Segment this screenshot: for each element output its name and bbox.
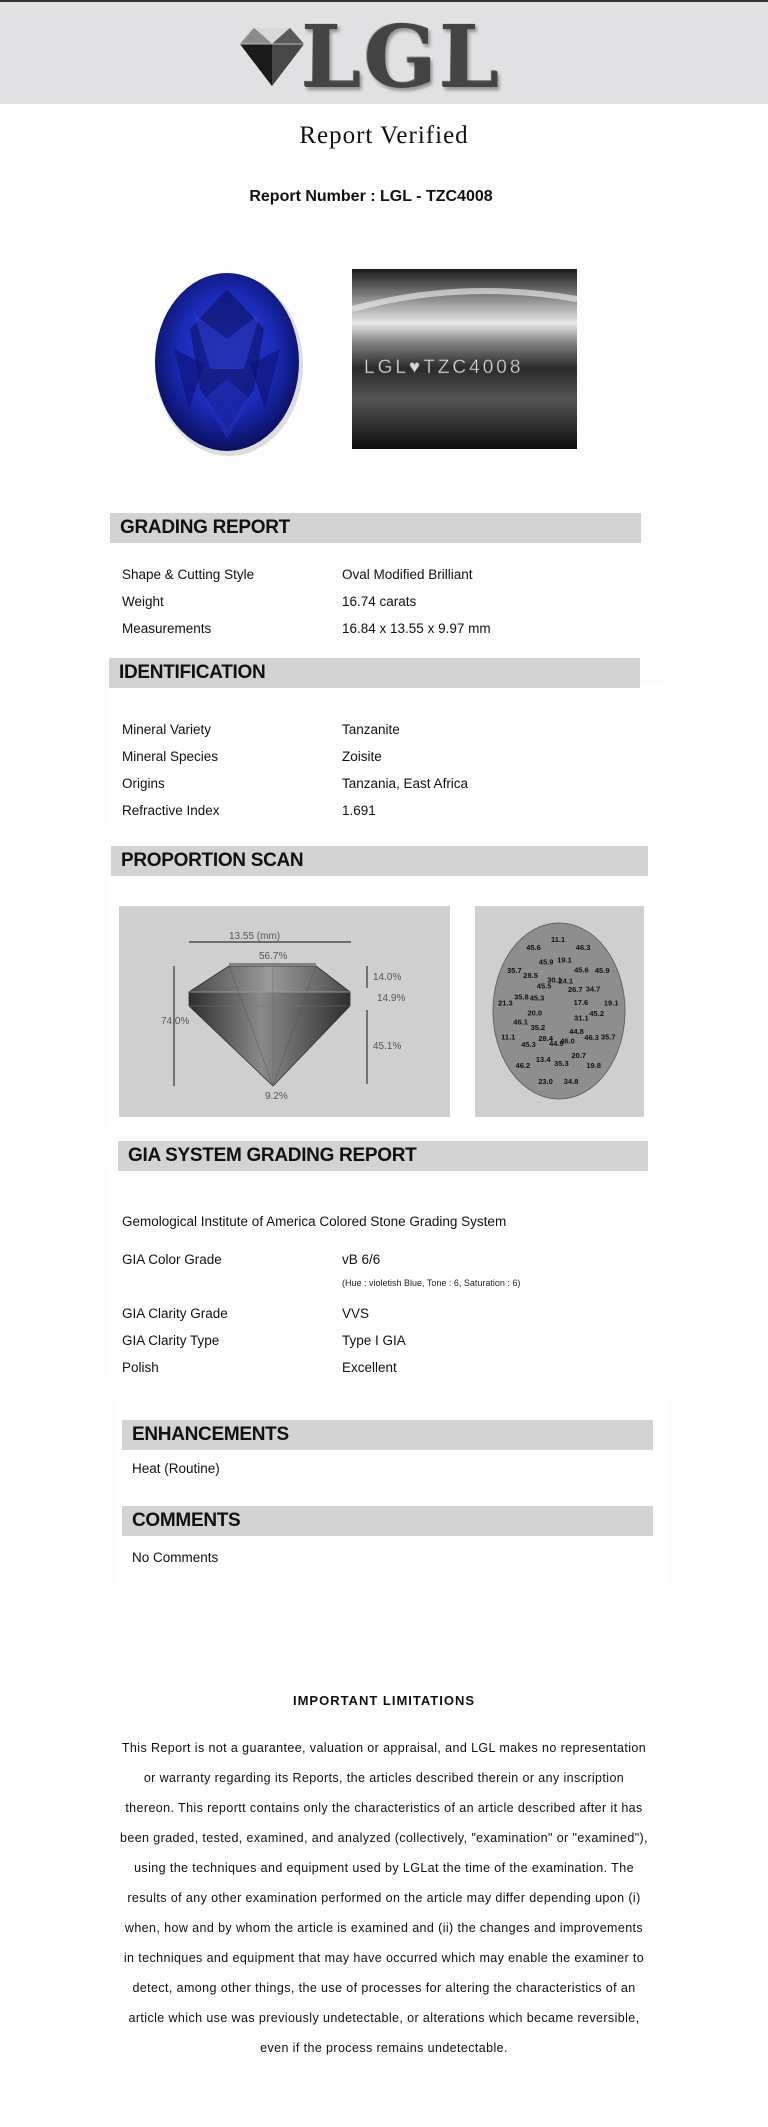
comments-header: COMMENTS (122, 1506, 653, 1536)
limitations-heading: IMPORTANT LIMITATIONS (292, 1693, 476, 1708)
top-view-value-label: 30.1 (547, 975, 562, 985)
top-view-value-label: 20.0 (527, 1008, 543, 1018)
logo-text: LGL (300, 6, 501, 107)
mineral-species-label: Mineral Species (122, 749, 219, 764)
mineral-variety-value: Tanzanite (342, 722, 400, 737)
top-view-value-label: 35.2 (530, 1023, 546, 1032)
identification-header: IDENTIFICATION (109, 658, 640, 688)
top-view-value-label: 28.5 (523, 970, 538, 980)
top-view-value-label: 45.6 (526, 943, 541, 952)
weight-label: Weight (122, 594, 164, 609)
top-view-value-label: 24.1 (558, 976, 574, 986)
top-view-value-label: 35.8 (514, 992, 529, 1002)
refractive-index-label: Refractive Index (122, 803, 220, 818)
page-title: Report Verified (299, 122, 469, 149)
origins-value: Tanzania, East Africa (342, 776, 469, 791)
top-view-value-label: 11.1 (551, 934, 566, 944)
header-banner (0, 2, 768, 107)
top-view-value-label: 45.3 (529, 993, 545, 1003)
grading-report-header: GRADING REPORT (110, 513, 641, 543)
top-view-value-label: 34.8 (563, 1077, 579, 1087)
top-view-value-label: 35.7 (507, 966, 522, 975)
pavilion-pct-label: 45.1% (373, 1041, 402, 1052)
top-view-value-label: 45.6 (574, 965, 589, 975)
width-measure-label: 13.55 (mm) (229, 931, 281, 942)
measurements-label: Measurements (122, 621, 212, 636)
top-view-value-label: 21.3 (498, 998, 513, 1008)
gemstone-photo (134, 269, 324, 459)
crown-pct-label: 14.0% (373, 972, 402, 983)
culet-pct-label: 9.2% (265, 1091, 288, 1102)
top-view-value-label: 19.8 (586, 1061, 602, 1071)
gia-clarity-type-value: Type I GIA (342, 1333, 406, 1348)
lgl-logo[interactable] (232, 6, 501, 107)
table-pct-label: 56.7% (259, 951, 288, 962)
top-view-value-label: 11.1 (501, 1032, 516, 1042)
top-view-value-label: 46.2 (515, 1061, 531, 1071)
enhancements-text: Heat (Routine) (132, 1461, 220, 1476)
side-profile-diagram (119, 906, 450, 1117)
top-view-value-label: 46.1 (513, 1017, 528, 1027)
gia-color-value: vB 6/6 (342, 1252, 381, 1267)
top-view-value-label: 19.1 (557, 955, 572, 965)
girdle-pct-label: 14.9% (377, 993, 406, 1004)
top-view-diagram (475, 906, 644, 1117)
comments-text: No Comments (132, 1550, 219, 1565)
mineral-species-value: Zoisite (342, 749, 382, 764)
origins-label: Origins (122, 776, 165, 791)
top-view-value-label: 35.3 (554, 1058, 569, 1068)
measurements-value: 16.84 x 13.55 x 9.97 mm (342, 621, 491, 636)
top-view-value-label: 45.5 (536, 981, 552, 991)
top-view-value-label: 46.3 (584, 1033, 599, 1042)
gia-clarity-grade-label: GIA Clarity Grade (122, 1306, 228, 1321)
polish-value: Excellent (342, 1360, 397, 1375)
top-view-value-label: 19.1 (603, 998, 619, 1008)
report-number: Report Number : LGL - TZC4008 (249, 188, 493, 205)
gia-clarity-grade-value: VVS (342, 1306, 370, 1321)
top-view-value-label: 45.9 (594, 966, 610, 975)
top-view-value-label: 45.2 (589, 1009, 605, 1019)
mineral-variety-label: Mineral Variety (122, 722, 212, 737)
top-view-value-label: 44.8 (569, 1027, 584, 1037)
top-view-value-label: 20.7 (571, 1051, 587, 1060)
top-view-value-label: 28.4 (538, 1034, 554, 1043)
gia-clarity-type-label: GIA Clarity Type (122, 1333, 220, 1348)
refractive-index-value: 1.691 (342, 803, 376, 818)
inscription-text: LGL♥TZC4008 (364, 357, 524, 378)
limitations-body: This Report is not a guarantee, valuation or appraisal, and LGL makes no representation or warranty regarding its Reports, the articles described therein or any inscription thereon. This reportt contains only the characteristics of an article described after it has been graded, tested, examined, and analyzed (collectively, "examination" or "examined"), using the techniques and equipment used by LGLat the time of the examination. The results of any other examination performed on the article may differ depending upon (i) when, how and by whom the article is examined and (ii) the changes and improvements in techniques and equipment that may have occurred which may enable the examiner to detect, among other things, the use of processes for altering the characteristics of an article which use was previously undetectable, or alterations which became reversible, even if the process remains undetectable. (120, 1741, 648, 2055)
top-view-value-label: 23.0 (538, 1077, 553, 1087)
top-view-value-label: 45.9 (538, 957, 554, 967)
top-view-value-label: 45.3 (521, 1039, 536, 1049)
top-view-value-label: 26.7 (568, 984, 583, 994)
inscription-photo (352, 269, 577, 449)
shape-value: Oval Modified Brilliant (342, 567, 473, 582)
top-view-value-label: 17.6 (573, 998, 589, 1008)
gia-color-label: GIA Color Grade (122, 1252, 222, 1267)
shape-label: Shape & Cutting Style (122, 567, 255, 582)
gia-intro-text: Gemological Institute of America Colored Stone Grading System (122, 1214, 507, 1229)
weight-value: 16.74 carats (342, 594, 417, 609)
top-view-value-label: 35.7 (600, 1032, 616, 1042)
polish-label: Polish (122, 1360, 159, 1375)
top-view-value-label: 13.4 (535, 1054, 551, 1064)
proportion-scan-header: PROPORTION SCAN (111, 846, 648, 876)
top-view-value-label: 44.9 (549, 1038, 564, 1048)
top-view-value-label: 46.3 (575, 943, 591, 952)
enhancements-header: ENHANCEMENTS (122, 1420, 653, 1450)
depth-pct-label: 74.0% (161, 1016, 190, 1027)
gia-color-note: (Hue : violetish Blue, Tone : 6, Saturation : 6) (342, 1278, 521, 1288)
gia-grading-header: GIA SYSTEM GRADING REPORT (118, 1141, 648, 1171)
top-view-value-label: 46.0 (560, 1036, 575, 1046)
top-view-value-label: 34.7 (585, 984, 601, 994)
top-view-value-label: 31.1 (574, 1013, 589, 1023)
